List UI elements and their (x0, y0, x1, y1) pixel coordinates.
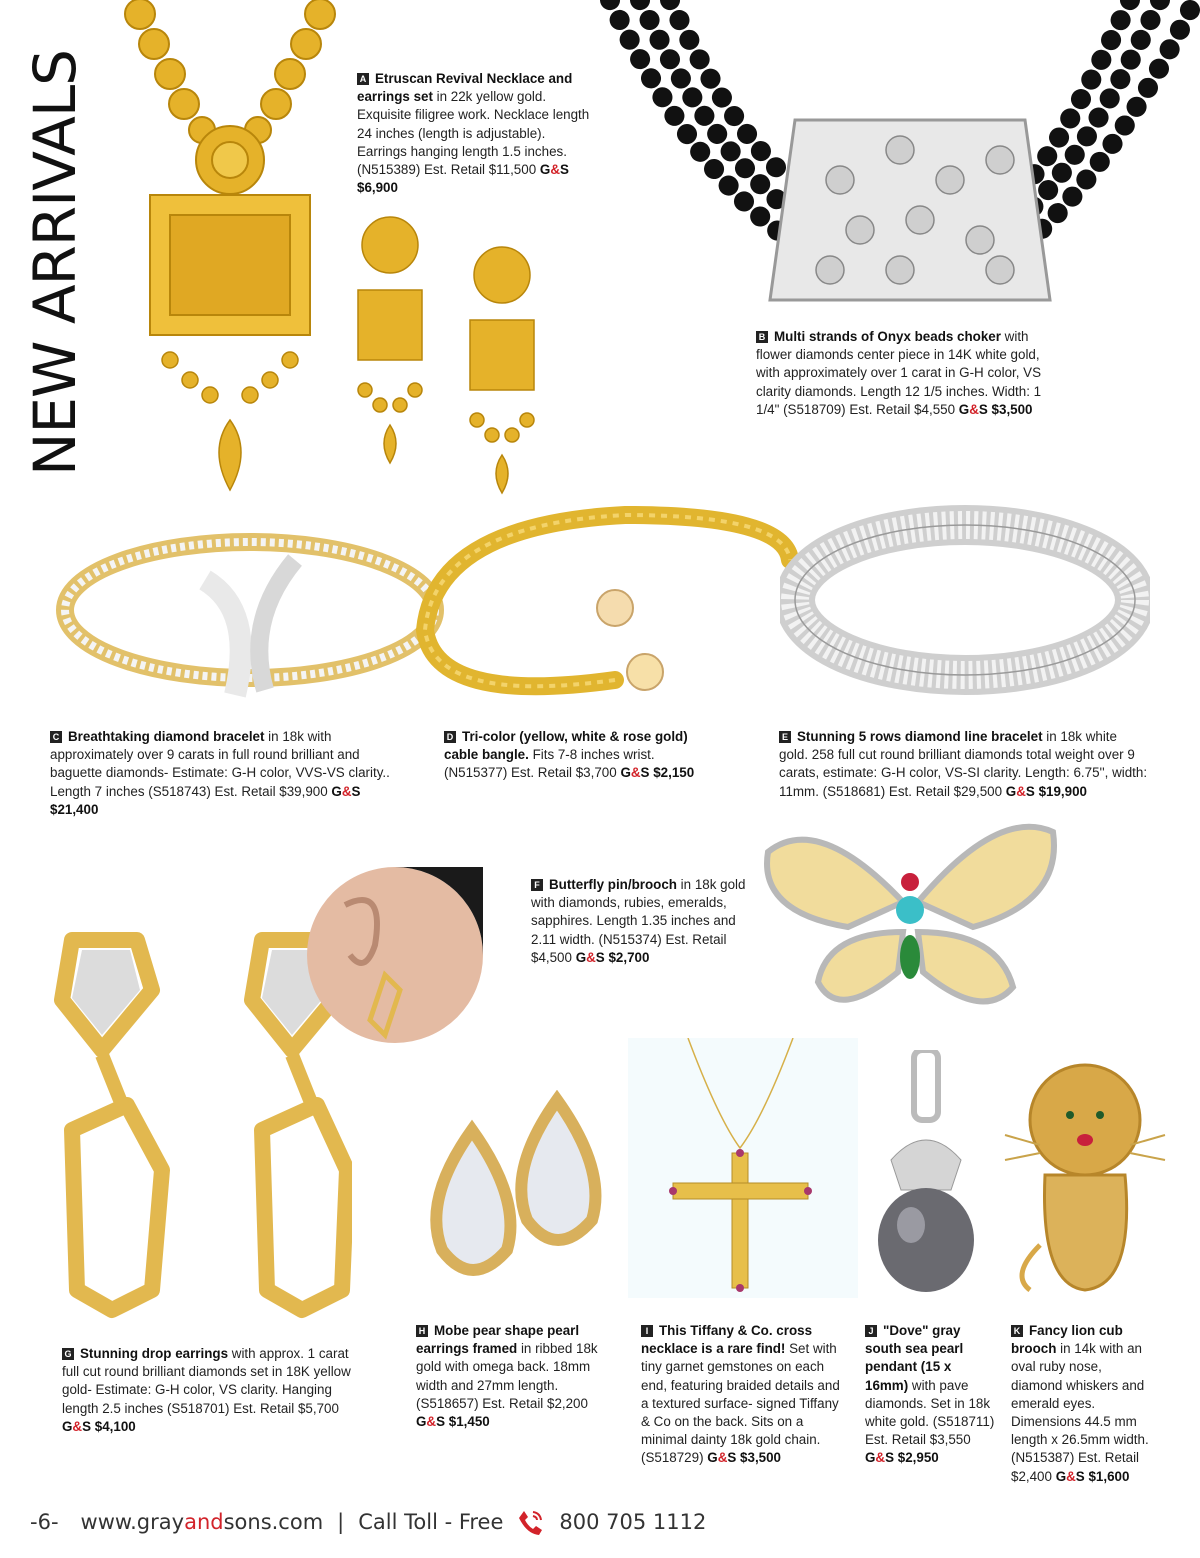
product-j-name: "Dove" gray south sea pearl pendant (15 x 16mm) (865, 1323, 964, 1393)
phone-number[interactable]: 800 705 1112 (559, 1510, 707, 1534)
product-b-gs-label: G&S (958, 401, 988, 417)
website-link[interactable]: www.grayandsons.com (80, 1510, 324, 1534)
product-e-details: in 18k white gold. 258 full cut round brilliant diamonds total weight over 9 carats, estimate: G-H color, VS-SI clarity. Length: 6.75'', width: 11mm. (S518681) Est. Retail $29,500 (779, 729, 1148, 799)
product-k-description (1011, 1322, 1156, 1486)
cable-bangle-image (415, 500, 805, 715)
product-g-name: Stunning drop earrings (80, 1346, 229, 1361)
product-c-name: Breathtaking diamond bracelet (68, 729, 265, 744)
product-h-gs-label: G&S (416, 1414, 446, 1430)
product-h-details: in ribbed 18k gold with omega back. 18mm width and 27mm length. (S518657) Est. Retail $2,200 (416, 1341, 598, 1411)
page-title: NEW ARRIVALS (21, 50, 89, 476)
product-d-name: Tri-color (yellow, white & rose gold) cable bangle. (444, 729, 688, 763)
product-i-name: This Tiffany & Co. cross necklace is a rare find! (641, 1323, 813, 1357)
product-g-details: with approx. 1 carat full cut round brilliant diamonds set in 18K yellow gold- Estimate: G-H color, VS clarity. Hanging length 2.5 inches (S518701) Est. Retail $5,700 (62, 1346, 351, 1416)
product-i-details: Set with tiny garnet gemstones on each end, featuring braided details and a textured surface- signed Tiffany & Co on the back. Sits on a minimal dainty 18k gold chain. (S518729) (641, 1341, 840, 1466)
phone-icon (515, 1506, 547, 1538)
product-f-letter: F (531, 879, 543, 891)
product-i-price: $3,500 (740, 1450, 782, 1466)
call-label: Call Toll - Free (358, 1510, 504, 1534)
etruscan-earring-left-image (350, 210, 430, 465)
mobe-pearl-earrings-image (412, 1090, 627, 1290)
product-a-details: in 22k yellow gold. Exquisite filigree work. Necklace length 24 inches (length is adjustable). Earrings hanging length 1.5 inches. (N515389) Est. Retail $11,500 (357, 89, 590, 178)
product-b-price: $3,500 (991, 401, 1033, 417)
product-i-description (641, 1322, 841, 1468)
product-e-name: Stunning 5 rows diamond line bracelet (797, 729, 1043, 744)
product-j-description (865, 1322, 995, 1468)
product-g-price: $4,100 (94, 1418, 136, 1434)
product-h-description (416, 1322, 616, 1431)
product-e-gs-label: G&S (1005, 783, 1035, 799)
product-k-letter: K (1011, 1325, 1023, 1337)
product-j-gs-label: G&S (865, 1450, 895, 1466)
product-b-name: Multi strands of Onyx beads choker (774, 329, 1001, 344)
product-f-price: $2,700 (608, 949, 650, 965)
model-earring-photo (305, 865, 485, 1045)
five-row-diamond-bracelet-image (780, 490, 1150, 715)
lion-cub-brooch-image (1000, 1045, 1170, 1300)
product-d-letter: D (444, 731, 456, 743)
product-c-details: in 18k with approximately over 9 carats in full round brilliant and baguette diamonds- Estimate: G-H color, VVS-VS clarity.. Length 7 inches (S518743) Est. Retail $39,900 (50, 729, 390, 799)
product-f-gs-label: G&S (575, 949, 605, 965)
butterfly-brooch-image (758, 812, 1063, 1027)
product-k-details: in 14k with an oval ruby nose, diamond whiskers and emerald eyes. Dimensions 44.5 mm length x 26.5mm width. (N515387) Est. Retail $2,400 (1011, 1341, 1149, 1484)
product-h-letter: H (416, 1325, 428, 1337)
product-b-letter: B (756, 331, 768, 343)
product-g-gs-label: G&S (62, 1418, 92, 1434)
product-a-description (357, 70, 597, 197)
product-j-price: $2,950 (897, 1450, 939, 1466)
product-b-description (756, 328, 1056, 419)
product-f-name: Butterfly pin/brooch (549, 877, 677, 892)
product-a-gs-label: G&S (539, 162, 569, 178)
page-number: -6- (30, 1510, 59, 1534)
product-d-price: $2,150 (653, 765, 695, 781)
product-a-price: $6,900 (357, 180, 398, 196)
product-d-gs-label: G&S (620, 765, 650, 781)
diamond-bracelet-image (55, 500, 445, 710)
tiffany-cross-image (628, 1038, 858, 1298)
product-i-letter: I (641, 1325, 653, 1337)
product-k-gs-label: G&S (1055, 1468, 1085, 1484)
product-f-description (531, 876, 753, 967)
product-e-letter: E (779, 731, 791, 743)
product-a-letter: A (357, 73, 369, 85)
product-i-gs-label: G&S (707, 1450, 737, 1466)
etruscan-necklace-image (110, 0, 350, 500)
product-e-price: $19,900 (1038, 783, 1087, 799)
product-h-price: $1,450 (448, 1414, 490, 1430)
product-j-letter: J (865, 1325, 877, 1337)
product-e-description (779, 728, 1149, 801)
product-k-price: $1,600 (1088, 1468, 1130, 1484)
product-d-description (444, 728, 704, 783)
product-a-name: Etruscan Revival Necklace and earrings set (357, 71, 573, 105)
onyx-choker-image (600, 0, 1200, 320)
product-c-description (50, 728, 400, 819)
product-g-description (62, 1345, 362, 1436)
product-k-name: Fancy lion cub brooch (1011, 1323, 1123, 1357)
footer-separator: | (337, 1510, 345, 1534)
product-c-price: $21,400 (50, 801, 99, 817)
product-c-letter: C (50, 731, 62, 743)
product-j-details: with pave diamonds. Set in 18k white gold. (S518711) Est. Retail $3,550 (865, 1377, 995, 1448)
product-f-details: in 18k gold with diamonds, rubies, emeralds, sapphires. Length 1.35 inches and 2.11 width. (N515374) Est. Retail $4,500 (531, 877, 746, 965)
etruscan-earring-right-image (462, 240, 542, 495)
product-b-details: with flower diamonds center piece in 14K white gold, with approximately over 1 carat in G-H color, VS clarity diamonds. Length 12 1/5 inches. Width: 1 1/4" (S518709) Est. Retail $4,550 (756, 329, 1042, 417)
product-g-letter: G (62, 1348, 74, 1360)
product-d-details: Fits 7-8 inches wrist. (N515377) Est. Retail $3,700 (444, 747, 655, 781)
gray-pearl-pendant-image (866, 1050, 986, 1295)
product-h-name: Mobe pear shape pearl earrings framed (416, 1323, 580, 1357)
page-footer (30, 1506, 706, 1538)
product-c-gs-label: G&S (331, 783, 361, 799)
